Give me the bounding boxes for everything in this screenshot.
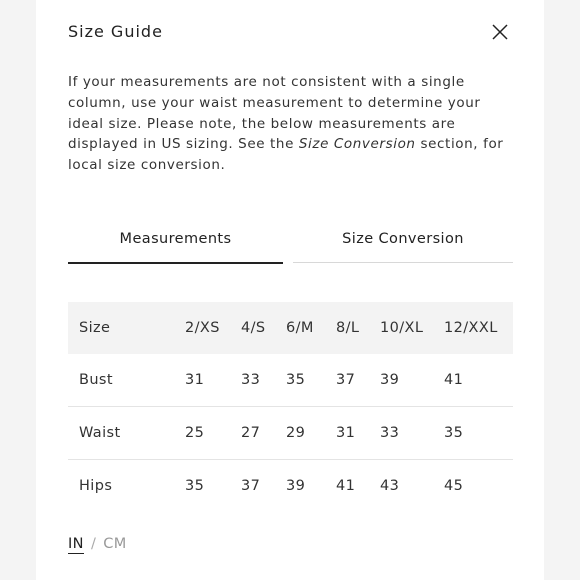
row-label: Bust [79,372,113,388]
unit-in-button[interactable]: IN [68,536,84,552]
size-conversion-reference: Size Conversion [298,136,416,153]
table-cell: 41 [444,372,464,388]
table-row-bust [68,354,513,407]
table-cell: 35 [286,372,306,388]
row-label: Waist [79,425,121,441]
size-guide-modal [36,0,544,580]
unit-toggle [68,536,127,552]
header-cell: 8/L [336,320,360,336]
table-row-hips [68,460,513,513]
table-header-row [68,302,513,354]
table-cell: 45 [444,478,464,494]
measurements-table [68,302,513,512]
header-cell: 6/M [286,320,314,336]
header-cell: 2/XS [185,320,220,336]
modal-title: Size Guide [68,22,163,41]
header-cell: 12/XXL [444,320,498,336]
table-cell: 27 [241,425,261,441]
header-cell: 10/XL [380,320,424,336]
table-cell: 29 [286,425,306,441]
close-icon [490,22,510,42]
table-cell: 39 [286,478,306,494]
table-cell: 41 [336,478,356,494]
tab-bar [68,226,513,262]
unit-separator: / [90,536,97,552]
unit-cm-button[interactable]: CM [103,536,127,552]
close-button[interactable] [490,22,510,42]
table-cell: 31 [185,372,205,388]
table-cell: 35 [185,478,205,494]
intro-text-part1: If your measurements are not consistent with a single column, use your waist measurement to determine your ideal size. Please note, the below measurements are displayed in US sizing. See the [68,74,481,153]
tab-size-conversion[interactable]: Size Conversion [293,226,513,263]
table-cell: 39 [380,372,400,388]
table-row-waist [68,407,513,460]
table-cell: 35 [444,425,464,441]
table-cell: 31 [336,425,356,441]
table-cell: 37 [241,478,261,494]
table-cell: 33 [241,372,261,388]
table-cell: 33 [380,425,400,441]
table-cell: 37 [336,372,356,388]
table-cell: 43 [380,478,400,494]
intro-text [68,72,518,176]
header-cell: 4/S [241,320,266,336]
tab-measurements[interactable]: Measurements [68,226,283,264]
header-cell: Size [79,320,111,336]
intro-text-part2: section, for local size conversion. [68,136,504,174]
table-cell: 25 [185,425,205,441]
row-label: Hips [79,478,113,494]
